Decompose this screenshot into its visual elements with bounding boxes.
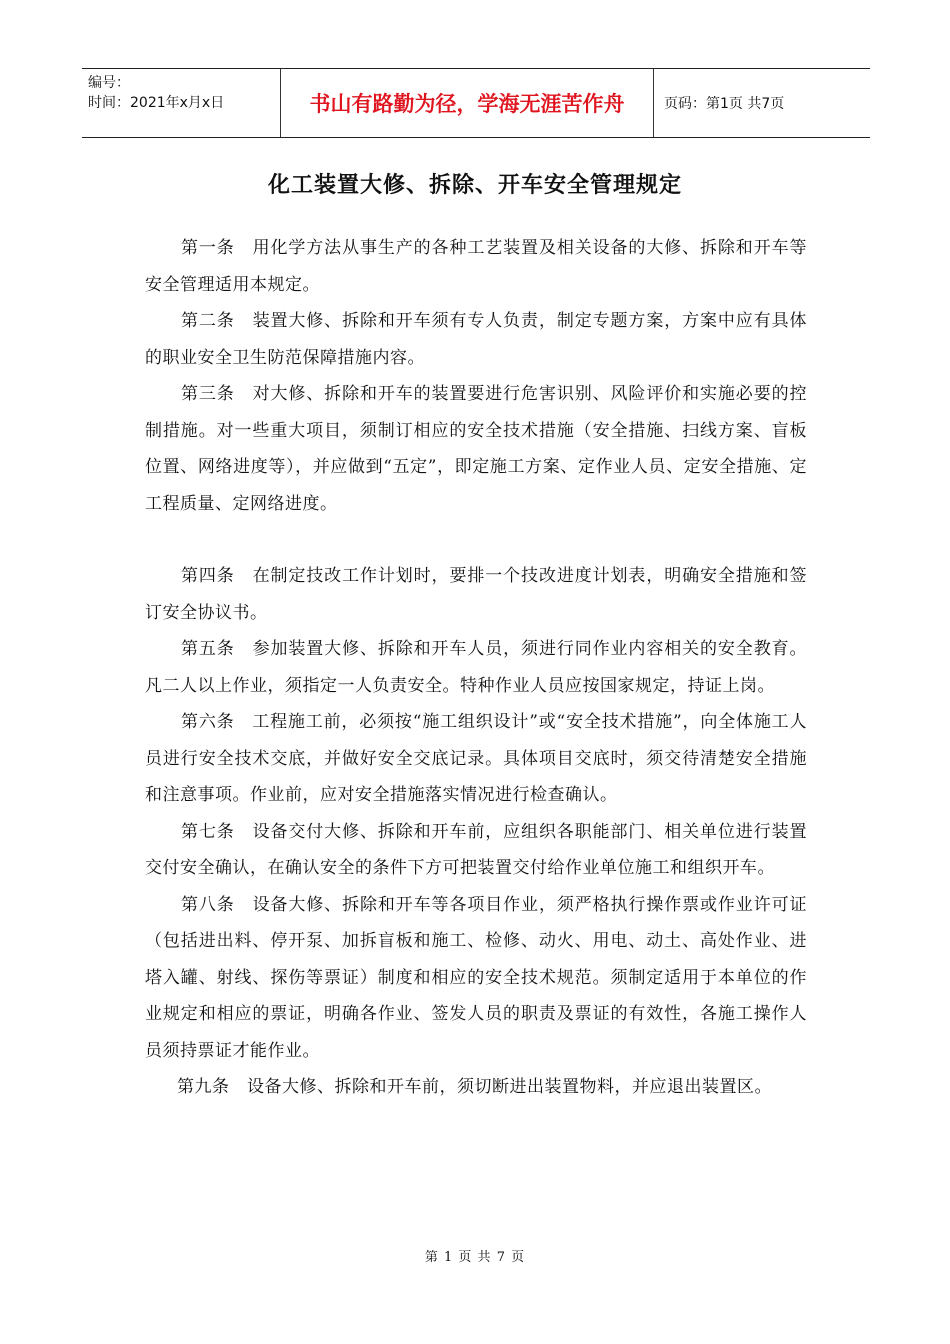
article-6: 第六条 工程施工前，必须按“施工组织设计”或“安全技术措施”，向全体施工人员进行安全技术交底，并做好安全交底记录。具体项目交底时，须交待清楚安全措施和注意事项。作业前，应对安全措施落实情况进行检查确认。 [145,712,807,805]
header-page-info: 页码：第1页 共7页 [664,96,785,112]
page-footer: 第 1 页 共 7 页 [424,1250,526,1265]
article-4: 第四条 在制定技改工作计划时，要排一个技改进度计划表，明确安全措施和签订安全协议书。 [145,566,807,623]
article-8: 第八条 设备大修、拆除和开车等各项目作业，须严格执行操作票或作业许可证（包括进出料、停开泵、加拆盲板和施工、检修、动火、用电、动土、高处作业、进塔入罐、射线、探伤等票证）制度和相应的安全技术规范。须制定适用于本单位的作业规定和相应的票证，明确各作业、签发人员的职责及票证的有效性，各施工操作人员须持票证才能作业。 [145,894,807,1061]
time-label: 时间：2021年x月x日 [88,95,225,111]
document-title: 化工装置大修、拆除、开车安全管理规定 [267,173,682,198]
article-9: 第九条 设备大修、拆除和开车前，须切断进出装置物料，并应退出装置区。 [177,1077,772,1097]
document-body [145,230,807,1106]
header-motto: 书山有路勤为径，学海无涯苦作舟 [281,69,654,137]
header-meta [82,69,281,137]
article-1: 第一条 用化学方法从事生产的各种工艺装置及相关设备的大修、拆除和开车等安全管理适用本规定。 [145,238,807,295]
document-header [82,68,870,138]
article-7: 第七条 设备交付大修、拆除和开车前，应组织各职能部门、相关单位进行装置交付安全确认，在确认安全的条件下方可把装置交付给作业单位施工和组织开车。 [145,821,807,878]
article-5: 第五条 参加装置大修、拆除和开车人员，须进行同作业内容相关的安全教育。凡二人以上作业，须指定一人负责安全。特种作业人员应按国家规定，持证上岗。 [145,639,807,696]
number-label: 编号： [88,75,130,91]
article-2: 第二条 装置大修、拆除和开车须有专人负责，制定专题方案，方案中应有具体的职业安全卫生防范保障措施内容。 [145,311,807,368]
article-3: 第三条 对大修、拆除和开车的装置要进行危害识别、风险评价和实施必要的控制措施。对一些重大项目，须制订相应的安全技术措施（安全措施、扫线方案、盲板位置、网络进度等），并应做到“五定”，即定施工方案、定作业人员、定安全措施、定工程质量、定网络进度。 [145,384,807,514]
